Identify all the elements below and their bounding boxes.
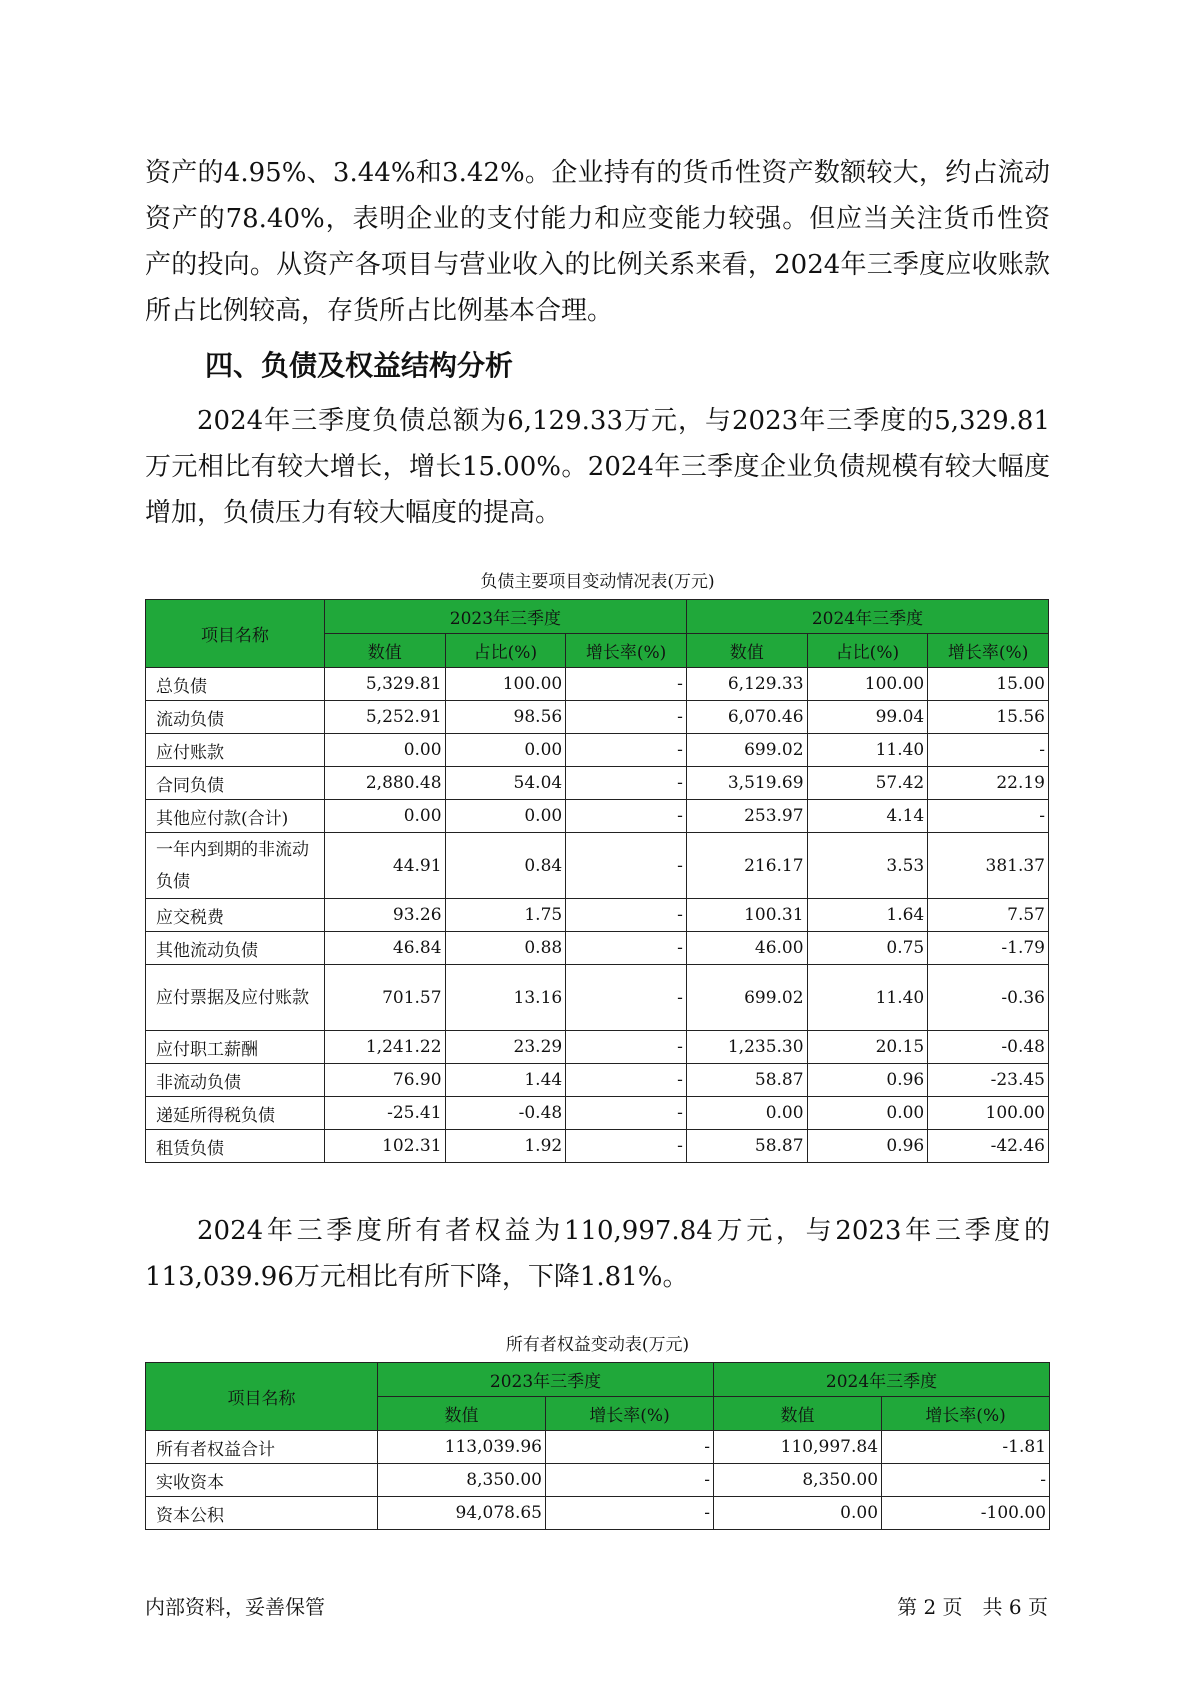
row-name: 租赁负债 — [146, 1130, 325, 1163]
growth-2024: -23.45 — [928, 1064, 1049, 1097]
share-2024: 57.42 — [807, 767, 928, 800]
value-2023: 701.57 — [324, 965, 445, 1031]
table-row — [146, 701, 1049, 734]
growth-2023: - — [546, 1431, 714, 1464]
share-2023: 0.84 — [445, 833, 566, 899]
header-value-2024: 数值 — [714, 1397, 882, 1431]
header-period-2024: 2024年三季度 — [686, 600, 1048, 634]
row-name: 实收资本 — [146, 1464, 378, 1497]
growth-2024: - — [882, 1464, 1050, 1497]
header-value-2024: 数值 — [686, 634, 807, 668]
growth-2023: - — [566, 899, 687, 932]
share-2023: 23.29 — [445, 1031, 566, 1064]
share-2023: 100.00 — [445, 668, 566, 701]
share-2024: 3.53 — [807, 833, 928, 899]
share-2023: 0.88 — [445, 932, 566, 965]
value-2023: 46.84 — [324, 932, 445, 965]
value-2024: 699.02 — [686, 965, 807, 1031]
paragraph-asset-summary: 资产的4.95%、3.44%和3.42%。企业持有的货币性资产数额较大，约占流动资产的78.40%，表明企业的支付能力和应变能力较强。但应当关注货币性资产的投向。从资产各项目与营业收入的比例关系来看，2024年三季度应收账款所占比例较高，存货所占比例基本合理。 — [145, 158, 1050, 326]
header-period-2023: 2023年三季度 — [324, 600, 686, 634]
value-2024: 58.87 — [686, 1130, 807, 1163]
share-2023: 1.75 — [445, 899, 566, 932]
table-row — [146, 1497, 1050, 1530]
row-name: 非流动负债 — [146, 1064, 325, 1097]
equity-table — [145, 1362, 1050, 1530]
table-row — [146, 833, 1049, 899]
growth-2023: - — [566, 734, 687, 767]
table-row — [146, 1064, 1049, 1097]
table-row — [146, 899, 1049, 932]
growth-2023: - — [546, 1464, 714, 1497]
table-row — [146, 965, 1049, 1031]
share-2024: 0.96 — [807, 1130, 928, 1163]
growth-2023: - — [566, 965, 687, 1031]
header-item-name: 项目名称 — [146, 600, 325, 668]
row-name: 其他应付款(合计) — [146, 800, 325, 833]
row-name: 资本公积 — [146, 1497, 378, 1530]
value-2024: 46.00 — [686, 932, 807, 965]
value-2024: 58.87 — [686, 1064, 807, 1097]
growth-2024: - — [928, 800, 1049, 833]
table2-caption: 所有者权益变动表(万元) — [505, 1335, 690, 1355]
table-row — [146, 1464, 1050, 1497]
value-2023: 113,039.96 — [378, 1431, 546, 1464]
table-row — [146, 800, 1049, 833]
growth-2023: - — [566, 668, 687, 701]
table-row — [146, 668, 1049, 701]
growth-2024: -1.81 — [882, 1431, 1050, 1464]
header-growth-2023: 增长率(%) — [566, 634, 687, 668]
table-row — [146, 734, 1049, 767]
growth-2023: - — [566, 932, 687, 965]
growth-2023: - — [566, 1031, 687, 1064]
share-2023: 1.92 — [445, 1130, 566, 1163]
growth-2023: - — [566, 701, 687, 734]
footer-confidential-note: 内部资料，妥善保管 — [145, 1595, 325, 1619]
table-row — [146, 1130, 1049, 1163]
share-2024: 4.14 — [807, 800, 928, 833]
value-2024: 699.02 — [686, 734, 807, 767]
value-2024: 6,070.46 — [686, 701, 807, 734]
value-2023: 1,241.22 — [324, 1031, 445, 1064]
share-2024: 1.64 — [807, 899, 928, 932]
value-2023: 93.26 — [324, 899, 445, 932]
row-name: 合同负债 — [146, 767, 325, 800]
value-2023: 0.00 — [324, 734, 445, 767]
share-2023: 98.56 — [445, 701, 566, 734]
liability-table — [145, 599, 1049, 1163]
paragraph-liability-summary: 2024年三季度负债总额为6,129.33万元，与2023年三季度的5,329.81万元相比有较大增长，增长15.00%。2024年三季度企业负债规模有较大幅度增加，负债压力有较大幅度的提高。 — [145, 406, 1050, 528]
header-growth-2024: 增长率(%) — [928, 634, 1049, 668]
table-row — [146, 1031, 1049, 1064]
table1-caption: 负债主要项目变动情况表(万元) — [480, 572, 715, 592]
header-growth-2023: 增长率(%) — [546, 1397, 714, 1431]
growth-2024: 100.00 — [928, 1097, 1049, 1130]
share-2024: 99.04 — [807, 701, 928, 734]
growth-2024: 15.56 — [928, 701, 1049, 734]
table-row — [146, 932, 1049, 965]
table-row — [146, 1431, 1050, 1464]
value-2023: 44.91 — [324, 833, 445, 899]
share-2024: 100.00 — [807, 668, 928, 701]
row-name: 应付职工薪酬 — [146, 1031, 325, 1064]
paragraph-equity-summary: 2024年三季度所有者权益为110,997.84万元，与2023年三季度的113,039.96万元相比有所下降，下降1.81%。 — [145, 1216, 1050, 1292]
header-value-2023: 数值 — [324, 634, 445, 668]
share-2024: 11.40 — [807, 734, 928, 767]
share-2024: 20.15 — [807, 1031, 928, 1064]
share-2023: -0.48 — [445, 1097, 566, 1130]
growth-2023: - — [566, 767, 687, 800]
value-2024: 216.17 — [686, 833, 807, 899]
value-2024: 0.00 — [686, 1097, 807, 1130]
table-row — [146, 1097, 1049, 1130]
header-item-name: 项目名称 — [146, 1363, 378, 1431]
row-name: 应付票据及应付账款 — [146, 965, 325, 1031]
row-name: 应付账款 — [146, 734, 325, 767]
growth-2023: - — [566, 800, 687, 833]
growth-2024: 22.19 — [928, 767, 1049, 800]
growth-2023: - — [566, 833, 687, 899]
share-2023: 13.16 — [445, 965, 566, 1031]
row-name: 流动负债 — [146, 701, 325, 734]
value-2024: 6,129.33 — [686, 668, 807, 701]
value-2024: 110,997.84 — [714, 1431, 882, 1464]
growth-2023: - — [566, 1130, 687, 1163]
table-row — [146, 767, 1049, 800]
header-growth-2024: 增长率(%) — [882, 1397, 1050, 1431]
value-2023: 5,252.91 — [324, 701, 445, 734]
header-share-2024: 占比(%) — [807, 634, 928, 668]
value-2023: 76.90 — [324, 1064, 445, 1097]
growth-2024: -0.36 — [928, 965, 1049, 1031]
row-name: 递延所得税负债 — [146, 1097, 325, 1130]
value-2023: -25.41 — [324, 1097, 445, 1130]
growth-2024: -42.46 — [928, 1130, 1049, 1163]
share-2024: 0.00 — [807, 1097, 928, 1130]
growth-2024: 15.00 — [928, 668, 1049, 701]
value-2024: 0.00 — [714, 1497, 882, 1530]
share-2024: 11.40 — [807, 965, 928, 1031]
header-value-2023: 数值 — [378, 1397, 546, 1431]
value-2023: 5,329.81 — [324, 668, 445, 701]
share-2023: 1.44 — [445, 1064, 566, 1097]
footer-page-number: 第 2 页 共 6 页 — [897, 1595, 1048, 1619]
value-2024: 100.31 — [686, 899, 807, 932]
row-name: 其他流动负债 — [146, 932, 325, 965]
value-2023: 94,078.65 — [378, 1497, 546, 1530]
growth-2024: 7.57 — [928, 899, 1049, 932]
share-2023: 54.04 — [445, 767, 566, 800]
value-2023: 102.31 — [324, 1130, 445, 1163]
row-name: 应交税费 — [146, 899, 325, 932]
value-2023: 2,880.48 — [324, 767, 445, 800]
row-name: 一年内到期的非流动负债 — [146, 833, 325, 899]
value-2024: 1,235.30 — [686, 1031, 807, 1064]
value-2024: 253.97 — [686, 800, 807, 833]
value-2023: 8,350.00 — [378, 1464, 546, 1497]
header-period-2023: 2023年三季度 — [378, 1363, 714, 1397]
row-name: 总负债 — [146, 668, 325, 701]
section-heading: 四、负债及权益结构分析 — [205, 349, 514, 382]
share-2024: 0.75 — [807, 932, 928, 965]
share-2023: 0.00 — [445, 734, 566, 767]
growth-2024: 381.37 — [928, 833, 1049, 899]
header-share-2023: 占比(%) — [445, 634, 566, 668]
share-2023: 0.00 — [445, 800, 566, 833]
growth-2024: - — [928, 734, 1049, 767]
share-2024: 0.96 — [807, 1064, 928, 1097]
header-period-2024: 2024年三季度 — [714, 1363, 1050, 1397]
value-2023: 0.00 — [324, 800, 445, 833]
growth-2024: -0.48 — [928, 1031, 1049, 1064]
growth-2023: - — [566, 1097, 687, 1130]
row-name: 所有者权益合计 — [146, 1431, 378, 1464]
growth-2023: - — [546, 1497, 714, 1530]
growth-2023: - — [566, 1064, 687, 1097]
value-2024: 3,519.69 — [686, 767, 807, 800]
growth-2024: -100.00 — [882, 1497, 1050, 1530]
growth-2024: -1.79 — [928, 932, 1049, 965]
value-2024: 8,350.00 — [714, 1464, 882, 1497]
